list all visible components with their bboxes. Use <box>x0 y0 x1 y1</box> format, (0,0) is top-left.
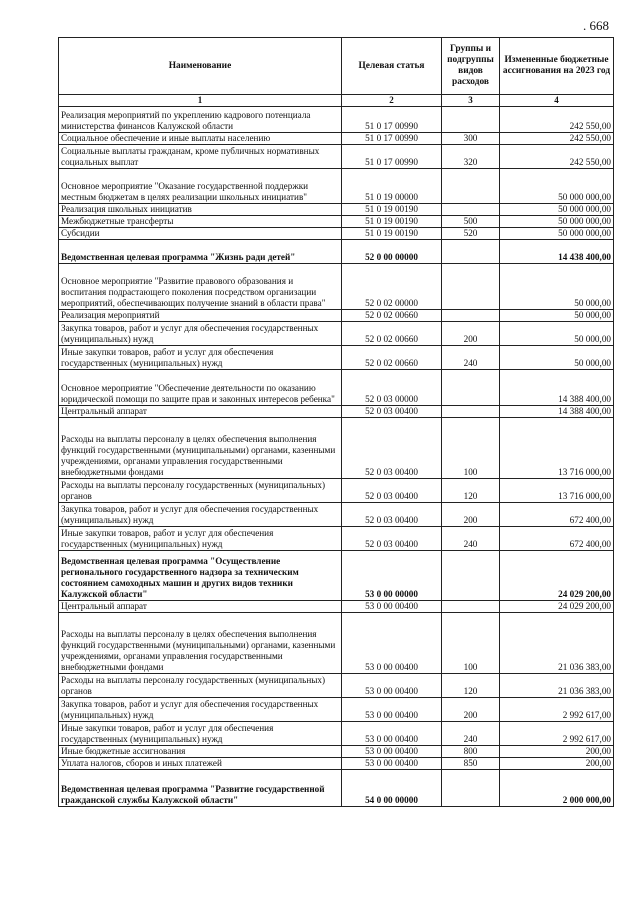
row-code-cell: 51 0 19 00190 <box>342 228 442 240</box>
header-amount: Измененные бюджетные ассигнования на 2023 год <box>500 38 614 95</box>
table-row <box>59 310 614 322</box>
row-name-cell: Расходы на выплаты персоналу государственных (муниципальных) органов <box>59 674 342 698</box>
row-amount-cell: 50 000,00 <box>500 346 614 370</box>
column-number: 3 <box>442 95 500 107</box>
row-group-cell <box>442 601 500 613</box>
row-code-cell: 51 0 19 00000 <box>342 169 442 204</box>
row-code-cell: 53 0 00 00400 <box>342 758 442 770</box>
table-row <box>59 418 614 479</box>
column-number-row <box>59 95 614 107</box>
table-row <box>59 133 614 145</box>
page-number: . 668 <box>583 18 609 33</box>
row-amount-cell: 13 716 000,00 <box>500 418 614 479</box>
row-group-cell: 800 <box>442 746 500 758</box>
row-amount-cell: 50 000 000,00 <box>500 169 614 204</box>
row-amount-cell: 242 550,00 <box>500 133 614 145</box>
row-group-cell: 100 <box>442 418 500 479</box>
row-name-cell: Ведомственная целевая программа "Развитие государственной гражданской службы Калужской области" <box>59 770 342 807</box>
header-row <box>59 38 614 95</box>
row-amount-cell: 200,00 <box>500 758 614 770</box>
table-row <box>59 406 614 418</box>
row-name-cell: Ведомственная целевая программа "Жизнь ради детей" <box>59 240 342 264</box>
column-number: 4 <box>500 95 614 107</box>
row-amount-cell: 14 438 400,00 <box>500 240 614 264</box>
row-group-cell <box>442 264 500 310</box>
table-row <box>59 346 614 370</box>
row-code-cell: 52 0 03 00400 <box>342 479 442 503</box>
row-code-cell: 52 0 03 00000 <box>342 370 442 406</box>
row-group-cell <box>442 551 500 601</box>
row-group-cell: 850 <box>442 758 500 770</box>
row-amount-cell: 50 000 000,00 <box>500 216 614 228</box>
row-amount-cell: 21 036 383,00 <box>500 613 614 674</box>
row-amount-cell: 24 029 200,00 <box>500 551 614 601</box>
row-name-cell: Расходы на выплаты персоналу государственных (муниципальных) органов <box>59 479 342 503</box>
row-group-cell: 200 <box>442 698 500 722</box>
row-code-cell: 53 0 00 00400 <box>342 613 442 674</box>
row-amount-cell: 50 000 000,00 <box>500 228 614 240</box>
row-name-cell: Закупка товаров, работ и услуг для обеспечения государственных (муниципальных) нужд <box>59 698 342 722</box>
row-code-cell: 53 0 00 00400 <box>342 698 442 722</box>
header-name: Наименование <box>59 38 342 95</box>
row-name-cell: Иные закупки товаров, работ и услуг для обеспечения государственных (муниципальных) нужд <box>59 346 342 370</box>
row-group-cell <box>442 107 500 133</box>
row-name-cell: Субсидии <box>59 228 342 240</box>
row-group-cell: 240 <box>442 527 500 551</box>
row-group-cell: 240 <box>442 722 500 746</box>
row-name-cell: Реализация школьных инициатив <box>59 204 342 216</box>
row-code-cell: 51 0 17 00990 <box>342 133 442 145</box>
header-target: Целевая статья <box>342 38 442 95</box>
row-group-cell <box>442 204 500 216</box>
row-group-cell <box>442 370 500 406</box>
row-amount-cell: 50 000,00 <box>500 264 614 310</box>
row-amount-cell: 242 550,00 <box>500 107 614 133</box>
row-code-cell: 53 0 00 00400 <box>342 722 442 746</box>
table-row <box>59 479 614 503</box>
table-row <box>59 722 614 746</box>
row-group-cell: 200 <box>442 322 500 346</box>
column-number: 2 <box>342 95 442 107</box>
table-row <box>59 169 614 204</box>
row-amount-cell: 14 388 400,00 <box>500 370 614 406</box>
row-name-cell: Иные бюджетные ассигнования <box>59 746 342 758</box>
row-name-cell: Социальное обеспечение и иные выплаты населению <box>59 133 342 145</box>
row-code-cell: 52 0 03 00400 <box>342 406 442 418</box>
table-row <box>59 264 614 310</box>
row-code-cell: 52 0 03 00400 <box>342 527 442 551</box>
row-code-cell: 51 0 19 00190 <box>342 204 442 216</box>
row-code-cell: 51 0 19 00190 <box>342 216 442 228</box>
row-code-cell: 52 0 02 00660 <box>342 346 442 370</box>
row-amount-cell: 14 388 400,00 <box>500 406 614 418</box>
row-group-cell <box>442 406 500 418</box>
row-name-cell: Реализация мероприятий по укреплению кадрового потенциала министерства финансов Калужской области <box>59 107 342 133</box>
row-name-cell: Основное мероприятие "Развитие правового образования и воспитания подрастающего поколения посредством организации мероприятий, обеспечивающих получение знаний в области права" <box>59 264 342 310</box>
row-amount-cell: 50 000,00 <box>500 322 614 346</box>
row-group-cell: 120 <box>442 479 500 503</box>
row-name-cell: Основное мероприятие "Обеспечение деятельности по оказанию юридической помощи по защите прав и законных интересов ребенка" <box>59 370 342 406</box>
row-code-cell: 52 0 00 00000 <box>342 240 442 264</box>
row-amount-cell: 24 029 200,00 <box>500 601 614 613</box>
row-group-cell: 520 <box>442 228 500 240</box>
row-name-cell: Межбюджетные трансферты <box>59 216 342 228</box>
table-row <box>59 204 614 216</box>
row-name-cell: Уплата налогов, сборов и иных платежей <box>59 758 342 770</box>
table-row <box>59 107 614 133</box>
row-amount-cell: 50 000 000,00 <box>500 204 614 216</box>
row-code-cell: 53 0 00 00400 <box>342 746 442 758</box>
table-row <box>59 216 614 228</box>
table-row <box>59 527 614 551</box>
row-amount-cell: 672 400,00 <box>500 527 614 551</box>
table-row <box>59 145 614 169</box>
row-code-cell: 52 0 03 00400 <box>342 503 442 527</box>
table-row <box>59 746 614 758</box>
row-amount-cell: 13 716 000,00 <box>500 479 614 503</box>
row-group-cell: 320 <box>442 145 500 169</box>
budget-table <box>58 37 614 807</box>
row-amount-cell: 672 400,00 <box>500 503 614 527</box>
row-code-cell: 54 0 00 00000 <box>342 770 442 807</box>
row-group-cell: 500 <box>442 216 500 228</box>
table-row <box>59 551 614 601</box>
row-name-cell: Иные закупки товаров, работ и услуг для обеспечения государственных (муниципальных) нужд <box>59 527 342 551</box>
row-name-cell: Основное мероприятие "Оказание государственной поддержки местным бюджетам в целях реализации школьных инициатив" <box>59 169 342 204</box>
row-code-cell: 52 0 02 00660 <box>342 310 442 322</box>
row-name-cell: Расходы на выплаты персоналу в целях обеспечения выполнения функций государственными (муниципальными) органами, казенными учреждениями, органами управления государственными внебюджетными фондами <box>59 613 342 674</box>
table-row <box>59 240 614 264</box>
row-group-cell: 120 <box>442 674 500 698</box>
row-code-cell: 52 0 03 00400 <box>342 418 442 479</box>
table-row <box>59 698 614 722</box>
row-group-cell: 240 <box>442 346 500 370</box>
row-name-cell: Закупка товаров, работ и услуг для обеспечения государственных (муниципальных) нужд <box>59 503 342 527</box>
table-row <box>59 770 614 807</box>
row-amount-cell: 242 550,00 <box>500 145 614 169</box>
row-name-cell: Закупка товаров, работ и услуг для обеспечения государственных (муниципальных) нужд <box>59 322 342 346</box>
row-name-cell: Иные закупки товаров, работ и услуг для обеспечения государственных (муниципальных) нужд <box>59 722 342 746</box>
row-amount-cell: 200,00 <box>500 746 614 758</box>
row-name-cell: Центральный аппарат <box>59 601 342 613</box>
table-row <box>59 674 614 698</box>
row-group-cell: 300 <box>442 133 500 145</box>
row-name-cell: Ведомственная целевая программа "Осуществление регионального государственного надзора за техническим состоянием самоходных машин и других видов техники Калужской области" <box>59 551 342 601</box>
row-group-cell <box>442 310 500 322</box>
row-name-cell: Расходы на выплаты персоналу в целях обеспечения выполнения функций государственными (муниципальными) органами, казенными учреждениями, органами управления государственными внебюджетными фондами <box>59 418 342 479</box>
row-group-cell <box>442 240 500 264</box>
table-row <box>59 601 614 613</box>
row-name-cell: Социальные выплаты гражданам, кроме публичных нормативных социальных выплат <box>59 145 342 169</box>
row-amount-cell: 2 992 617,00 <box>500 722 614 746</box>
row-code-cell: 51 0 17 00990 <box>342 145 442 169</box>
row-code-cell: 53 0 00 00400 <box>342 674 442 698</box>
row-code-cell: 53 0 00 00000 <box>342 551 442 601</box>
row-amount-cell: 50 000,00 <box>500 310 614 322</box>
row-group-cell: 100 <box>442 613 500 674</box>
row-amount-cell: 21 036 383,00 <box>500 674 614 698</box>
row-group-cell <box>442 770 500 807</box>
table-row <box>59 228 614 240</box>
table-row <box>59 322 614 346</box>
row-name-cell: Реализация мероприятий <box>59 310 342 322</box>
row-name-cell: Центральный аппарат <box>59 406 342 418</box>
row-group-cell <box>442 169 500 204</box>
row-code-cell: 52 0 02 00000 <box>342 264 442 310</box>
row-code-cell: 53 0 00 00400 <box>342 601 442 613</box>
table-row <box>59 370 614 406</box>
table-row <box>59 758 614 770</box>
header-groups: Группы и подгруппы видов расходов <box>442 38 500 95</box>
table-row <box>59 503 614 527</box>
row-code-cell: 51 0 17 00990 <box>342 107 442 133</box>
table-row <box>59 613 614 674</box>
row-amount-cell: 2 992 617,00 <box>500 698 614 722</box>
row-code-cell: 52 0 02 00660 <box>342 322 442 346</box>
row-group-cell: 200 <box>442 503 500 527</box>
row-amount-cell: 2 000 000,00 <box>500 770 614 807</box>
column-number: 1 <box>59 95 342 107</box>
